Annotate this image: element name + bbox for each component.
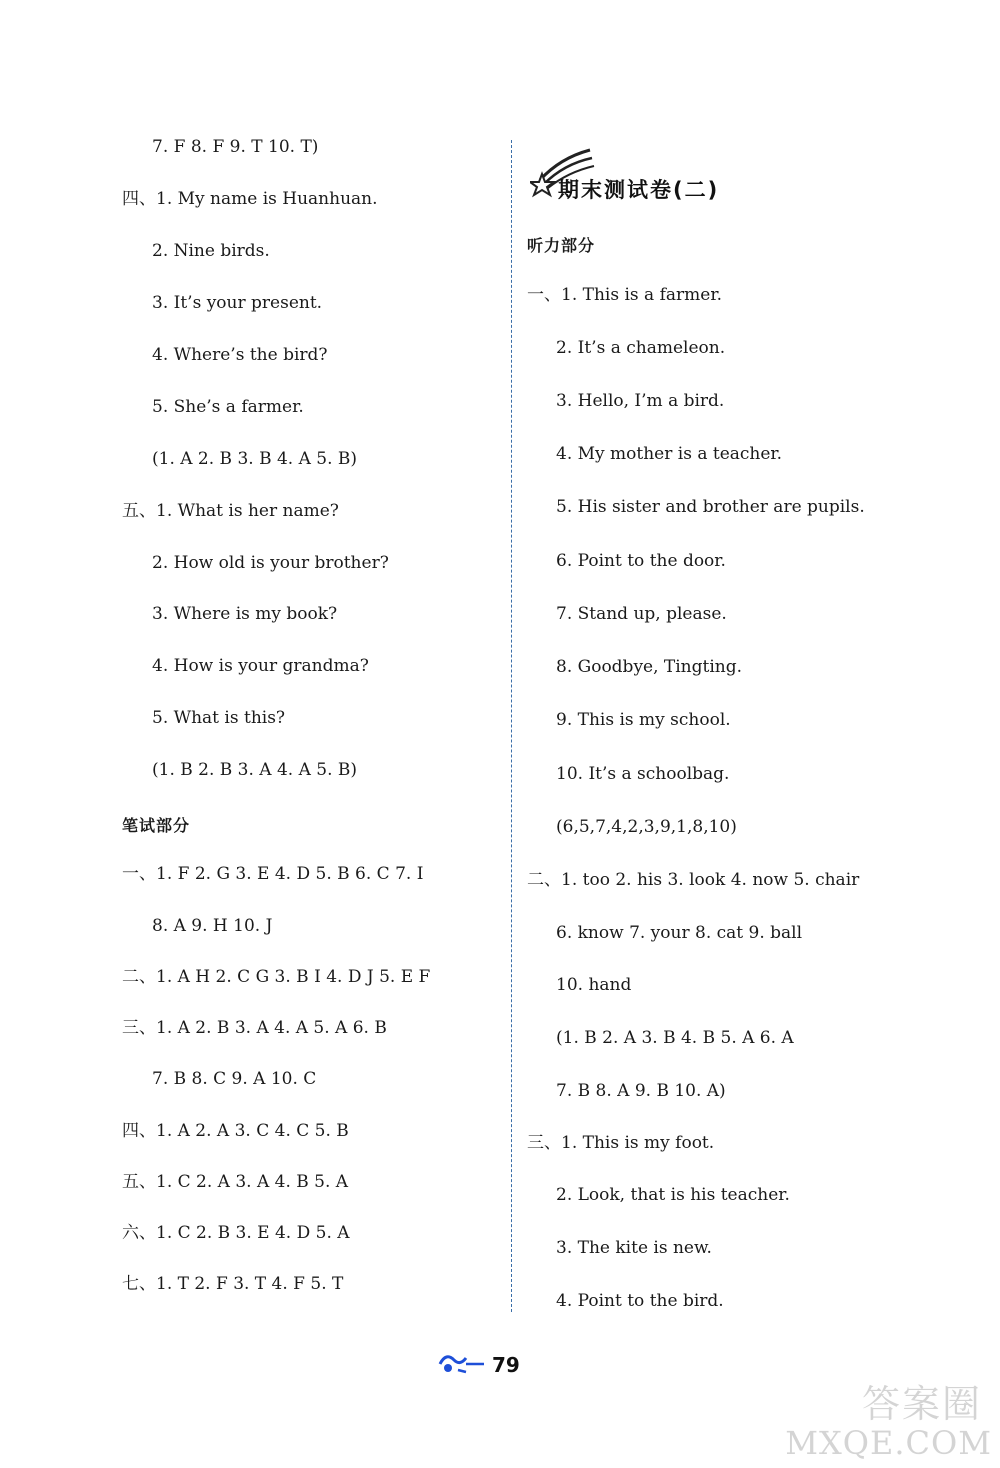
right-line-7: 7. Stand up, please. bbox=[556, 604, 727, 624]
right-line-3: 3. Hello, I’m a bird. bbox=[556, 391, 725, 411]
right-line-6: 6. Point to the door. bbox=[556, 551, 726, 571]
left-line-5: 4. Where’s the bird? bbox=[152, 345, 328, 365]
left-line-15: 8. A 9. H 10. J bbox=[152, 916, 273, 936]
right-line-10: 10. It’s a schoolbag. bbox=[556, 764, 730, 784]
watermark-cn: 答案圈 bbox=[861, 1382, 982, 1426]
right-line-8: 8. Goodbye, Tingting. bbox=[556, 657, 743, 677]
left-line-6: 5. She’s a farmer. bbox=[152, 397, 304, 417]
left-line-7: (1. A 2. B 3. B 4. A 5. B) bbox=[152, 449, 358, 469]
right-line-1: 一、1. This is a farmer. bbox=[527, 285, 722, 305]
left-line-8: 五、1. What is her name? bbox=[122, 501, 339, 521]
right-line-20: 4. Point to the bird. bbox=[556, 1291, 724, 1311]
right-line-18: 2. Look, that is his teacher. bbox=[556, 1185, 790, 1205]
column-divider bbox=[511, 140, 512, 1312]
right-line-14: 10. hand bbox=[556, 975, 632, 995]
section-written-heading: 笔试部分 bbox=[122, 816, 191, 835]
left-line-14: 一、1. F 2. G 3. E 4. D 5. B 6. C 7. I bbox=[122, 864, 424, 884]
page-decoration-icon bbox=[436, 1350, 488, 1376]
left-line-22: 七、1. T 2. F 3. T 4. F 5. T bbox=[122, 1274, 344, 1294]
left-line-21: 六、1. C 2. B 3. E 4. D 5. A bbox=[122, 1223, 350, 1243]
right-line-5: 5. His sister and brother are pupils. bbox=[556, 497, 865, 517]
right-line-11: (6,5,7,4,2,3,9,1,8,10) bbox=[556, 817, 737, 837]
right-line-15: (1. B 2. A 3. B 4. B 5. A 6. A bbox=[556, 1028, 794, 1048]
left-line-18: 7. B 8. C 9. A 10. C bbox=[152, 1069, 317, 1089]
left-line-20: 五、1. C 2. A 3. A 4. B 5. A bbox=[122, 1172, 349, 1192]
left-line-4: 3. It’s your present. bbox=[152, 293, 323, 313]
right-line-13: 6. know 7. your 8. cat 9. ball bbox=[556, 923, 803, 943]
right-line-17: 三、1. This is my foot. bbox=[527, 1133, 715, 1153]
left-line-16: 二、1. A H 2. C G 3. B I 4. D J 5. E F bbox=[122, 967, 431, 987]
left-line-2: 四、1. My name is Huanhuan. bbox=[122, 189, 378, 209]
exam-title-text: 期末测试卷(二) bbox=[558, 178, 720, 202]
right-line-9: 9. This is my school. bbox=[556, 710, 731, 730]
right-line-19: 3. The kite is new. bbox=[556, 1238, 712, 1258]
right-line-2: 2. It’s a chameleon. bbox=[556, 338, 726, 358]
left-line-11: 4. How is your grandma? bbox=[152, 656, 369, 676]
left-line-9: 2. How old is your brother? bbox=[152, 553, 389, 573]
left-line-3: 2. Nine birds. bbox=[152, 241, 270, 261]
left-line-13: (1. B 2. B 3. A 4. A 5. B) bbox=[152, 760, 358, 780]
exam-title bbox=[530, 148, 770, 202]
left-line-12: 5. What is this? bbox=[152, 708, 286, 728]
section-listening-heading: 听力部分 bbox=[527, 236, 596, 255]
left-line-17: 三、1. A 2. B 3. A 4. A 5. A 6. B bbox=[122, 1018, 387, 1038]
right-line-4: 4. My mother is a teacher. bbox=[556, 444, 783, 464]
page-number: 79 bbox=[492, 1353, 520, 1377]
left-line-19: 四、1. A 2. A 3. C 4. C 5. B bbox=[122, 1121, 349, 1141]
right-line-12: 二、1. too 2. his 3. look 4. now 5. chair bbox=[527, 870, 860, 890]
left-line-1: 7. F 8. F 9. T 10. T) bbox=[152, 137, 319, 157]
watermark-url: MXQE.COM bbox=[785, 1424, 992, 1462]
right-line-16: 7. B 8. A 9. B 10. A) bbox=[556, 1081, 726, 1101]
left-line-10: 3. Where is my book? bbox=[152, 604, 338, 624]
